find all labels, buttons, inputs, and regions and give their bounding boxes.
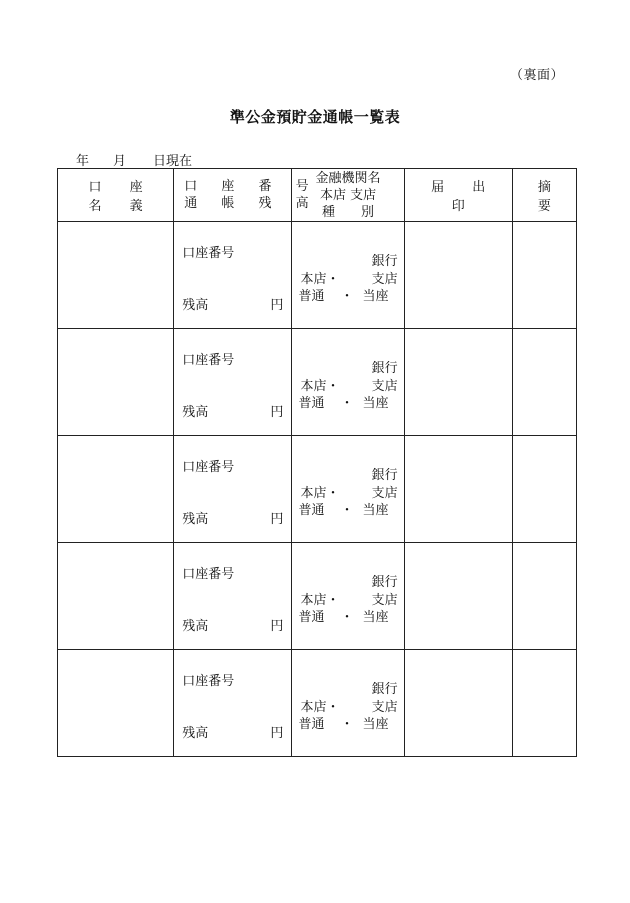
balance-label: 残高 (182, 726, 209, 741)
account-name-cell[interactable] (58, 436, 174, 543)
header-institution (292, 169, 404, 222)
remarks-cell[interactable] (512, 543, 576, 650)
current-account-label: 当座 (362, 717, 389, 732)
balance-label: 残高 (182, 512, 209, 527)
yen-label: 円 (270, 512, 284, 527)
bank-label: 銀行 (371, 575, 398, 590)
bank-label: 銀行 (371, 254, 398, 269)
branch-label: 支店 (371, 593, 398, 608)
page-side-label: （裏面） (509, 68, 564, 83)
document-title: 準公金預貯金通帳一覧表 (229, 108, 401, 126)
account-number-cell[interactable] (174, 329, 292, 436)
ordinary-account-label: 普通 (298, 610, 325, 625)
branch-label: 支店 (371, 272, 398, 287)
seal-cell[interactable] (404, 222, 512, 329)
remarks-cell[interactable] (512, 436, 576, 543)
institution-cell[interactable] (292, 543, 404, 650)
head-office-label: 本店・ (300, 700, 340, 715)
remarks-cell[interactable] (512, 650, 576, 757)
account-name-cell[interactable] (58, 543, 174, 650)
head-office-label: 本店・ (300, 379, 340, 394)
header-remarks: 摘 要 (512, 169, 576, 222)
table-row (58, 650, 577, 757)
account-number-label: 口座番号 (182, 460, 235, 475)
header-head-branch: 本店 支店 (319, 187, 377, 203)
passbook-ledger-table (57, 168, 577, 757)
balance-label: 残高 (182, 405, 209, 420)
yen-label: 円 (270, 298, 284, 313)
seal-cell[interactable] (404, 329, 512, 436)
balance-label: 残高 (182, 298, 209, 313)
institution-cell[interactable] (292, 650, 404, 757)
balance-label: 残高 (182, 619, 209, 634)
separator-dot: ・ (340, 610, 354, 625)
seal-cell[interactable] (404, 650, 512, 757)
account-name-cell[interactable] (58, 329, 174, 436)
yen-label: 円 (270, 726, 284, 741)
date-line (76, 150, 192, 169)
bank-label: 銀行 (371, 361, 398, 376)
header-account-name: 口 座 名 義 (58, 169, 174, 222)
branch-label: 支店 (371, 700, 398, 715)
date-year-label: 年 (76, 154, 90, 169)
branch-label: 支店 (371, 486, 398, 501)
separator-dot: ・ (340, 503, 354, 518)
account-number-label: 口座番号 (182, 353, 235, 368)
current-account-label: 当座 (362, 610, 389, 625)
head-office-label: 本店・ (300, 593, 340, 608)
bank-label: 銀行 (371, 468, 398, 483)
separator-dot: ・ (340, 289, 354, 304)
table-row (58, 329, 577, 436)
account-name-cell[interactable] (58, 650, 174, 757)
account-number-cell[interactable] (174, 222, 292, 329)
ordinary-account-label: 普通 (298, 717, 325, 732)
head-office-label: 本店・ (300, 272, 340, 287)
date-day-label: 日現在 (153, 154, 193, 169)
separator-dot: ・ (340, 396, 354, 411)
account-number-label: 口座番号 (182, 246, 235, 261)
separator-dot: ・ (340, 717, 354, 732)
table-row (58, 543, 577, 650)
head-office-label: 本店・ (300, 486, 340, 501)
yen-label: 円 (270, 405, 284, 420)
institution-cell[interactable] (292, 329, 404, 436)
header-account-number-balance (174, 169, 319, 222)
table-row (58, 222, 577, 329)
branch-label: 支店 (371, 379, 398, 394)
ordinary-account-label: 普通 (298, 503, 325, 518)
header-passbook-balance: 通 帳 残 高 (184, 196, 319, 211)
current-account-label: 当座 (362, 396, 389, 411)
account-name-cell[interactable] (58, 222, 174, 329)
seal-cell[interactable] (404, 436, 512, 543)
current-account-label: 当座 (362, 503, 389, 518)
institution-cell[interactable] (292, 222, 404, 329)
ordinary-account-label: 普通 (298, 396, 325, 411)
account-number-label: 口座番号 (182, 567, 235, 582)
header-row (58, 169, 577, 222)
seal-cell[interactable] (404, 543, 512, 650)
account-number-label: 口座番号 (182, 674, 235, 689)
yen-label: 円 (270, 619, 284, 634)
institution-cell[interactable] (292, 436, 404, 543)
header-type: 種 別 (322, 204, 375, 220)
remarks-cell[interactable] (512, 329, 576, 436)
header-seal: 届 出 印 (404, 169, 512, 222)
header-institution-name: 金融機関名 (315, 170, 381, 186)
account-number-cell[interactable] (174, 543, 292, 650)
header-account-number: 口 座 番 号 (184, 179, 319, 194)
bank-label: 銀行 (371, 682, 398, 697)
remarks-cell[interactable] (512, 222, 576, 329)
account-number-cell[interactable] (174, 436, 292, 543)
date-month-label: 月 (113, 154, 127, 169)
table-row (58, 436, 577, 543)
ordinary-account-label: 普通 (298, 289, 325, 304)
current-account-label: 当座 (362, 289, 389, 304)
account-number-cell[interactable] (174, 650, 292, 757)
